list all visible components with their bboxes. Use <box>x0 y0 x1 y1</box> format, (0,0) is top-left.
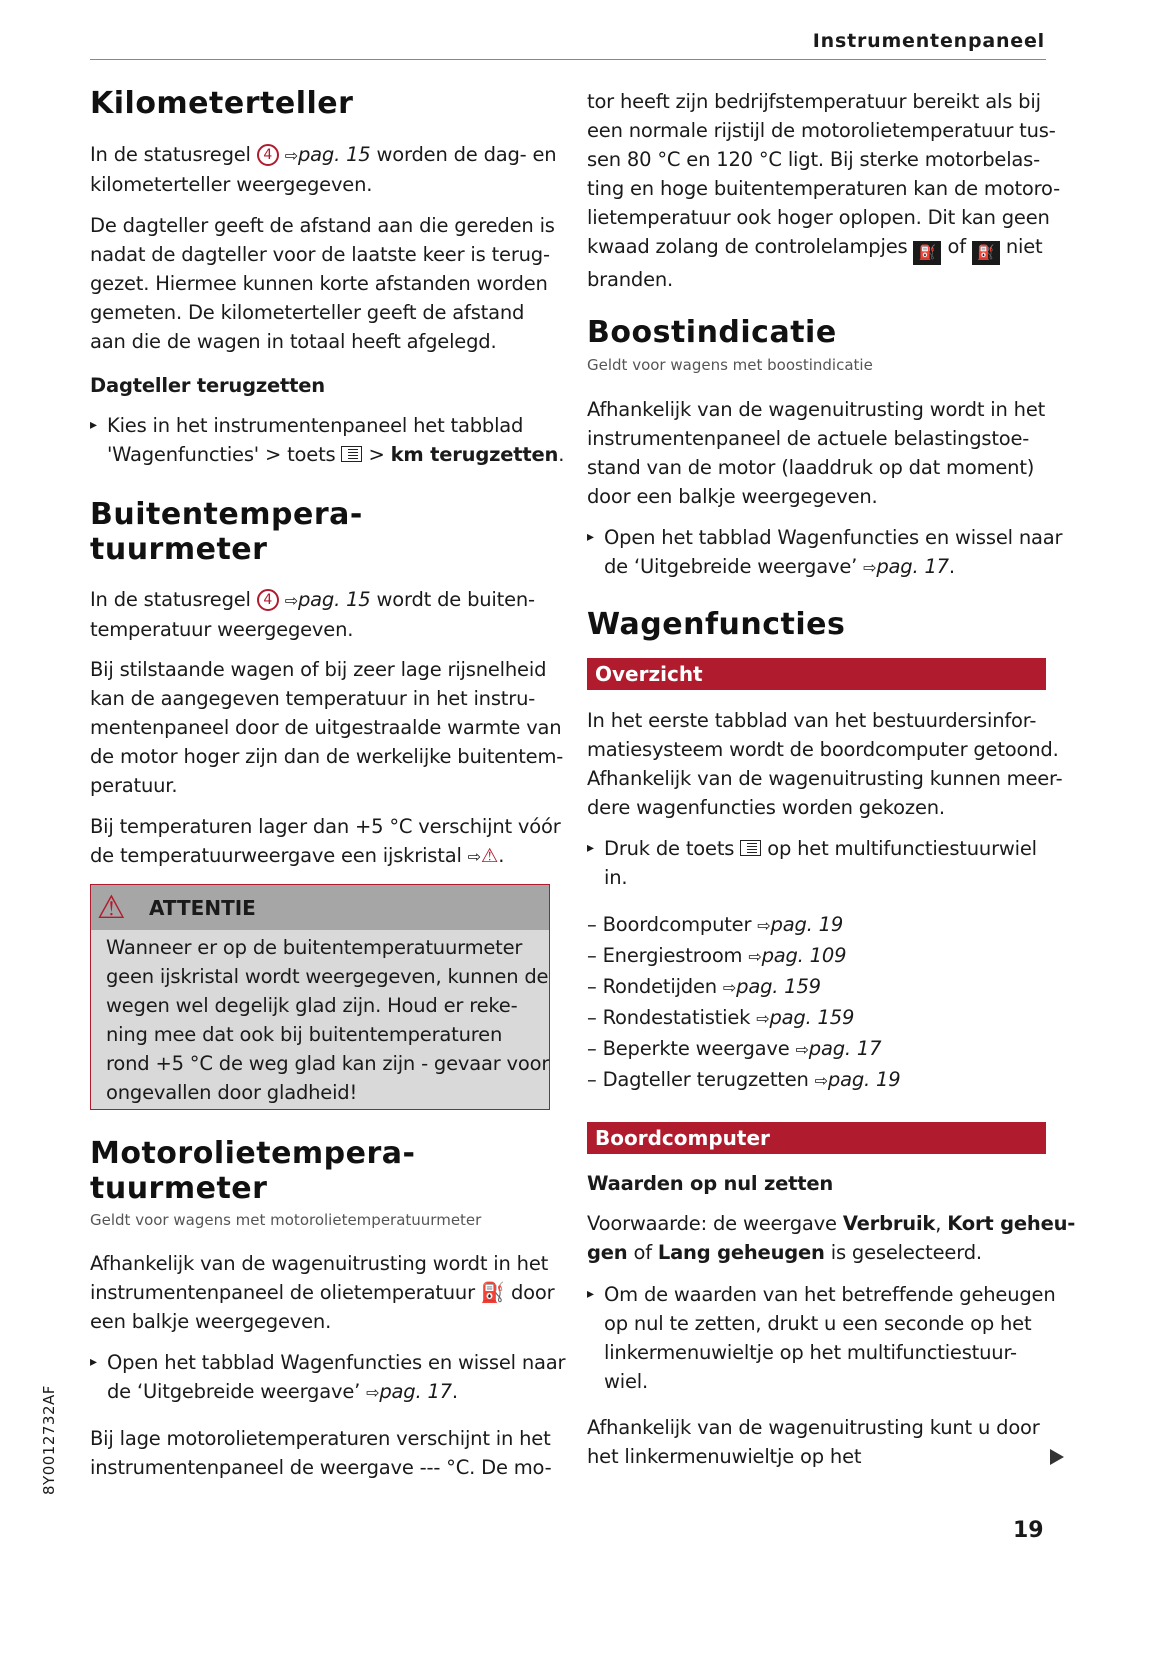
arrow-ref-icon: ⇨ <box>284 146 298 165</box>
subheading: Dagteller terugzetten <box>90 374 325 397</box>
paragraph <box>90 812 561 871</box>
paragraph: Bij lage motorolietemperaturen verschijnt in het instrumentenpaneel de weergave --- °C. De mo- <box>90 1427 552 1479</box>
paragraph <box>90 1249 554 1336</box>
page-ref-link[interactable]: pag. 17 <box>379 1380 452 1403</box>
arrow-ref-icon: ⇨ <box>366 1383 380 1402</box>
text: In de statusregel <box>90 143 257 166</box>
heading-boostindicatie: Boostindicatie <box>587 315 837 350</box>
text: Bij temperaturen lager dan +5 °C verschijnt vóór de temperatuurweergave een ijskristal <box>90 815 561 867</box>
paragraph <box>587 1209 1075 1267</box>
text: Boordcomputer <box>602 913 758 936</box>
list-item[interactable]: – Rondestatistiek ⇨pag. 159 <box>587 1006 855 1029</box>
page-ref-link[interactable]: pag. 159 <box>736 975 821 998</box>
text: Lang geheugen <box>657 1241 825 1264</box>
subheading: Waarden op nul zetten <box>587 1172 834 1195</box>
arrow-ref-icon: ⇨ <box>795 1040 809 1059</box>
page-ref-link[interactable]: pag. 19 <box>770 913 844 936</box>
warning-triangle-icon: ⚠ <box>97 888 126 926</box>
applicability-note: Geldt voor wagens met motorolietemperatuurmeter <box>90 1211 482 1229</box>
page-ref-link[interactable]: pag. 17 <box>808 1037 882 1060</box>
paragraph <box>90 585 535 644</box>
text: Kort geheu- gen <box>587 1212 1076 1264</box>
applicability-note: Geldt voor wagens met boostindicatie <box>587 356 873 374</box>
paragraph <box>587 87 1060 294</box>
text: Energiestroom <box>602 944 749 967</box>
list-item[interactable]: – Rondetijden ⇨pag. 159 <box>587 975 821 998</box>
text: . <box>948 555 955 578</box>
page-ref-link[interactable]: pag. 15 <box>298 588 371 611</box>
menu-button-icon <box>341 446 362 462</box>
text: is geselecteerd. <box>824 1241 982 1264</box>
text: of <box>941 235 972 258</box>
text: worden de dag- en kilometerteller weergegeven. <box>90 143 557 196</box>
text: op het multifunctiestuurwiel in. <box>604 837 1037 889</box>
text: In de statusregel <box>90 588 257 611</box>
heading-motorolietemperatuurmeter: Motorolietempera- tuurmeter <box>90 1136 416 1206</box>
page-ref-link[interactable]: pag. 109 <box>761 944 847 967</box>
instruction-bullet <box>587 834 1037 892</box>
continue-arrow-icon <box>1050 1449 1064 1465</box>
text: . <box>558 443 565 466</box>
warning-header <box>91 885 549 930</box>
text: Kies in het instrumentenpaneel het tabblad 'Wagenfuncties' > toets <box>107 414 524 466</box>
list-item[interactable]: – Boordcomputer ⇨pag. 19 <box>587 913 844 936</box>
text: Rondestatistiek <box>602 1006 757 1029</box>
page-ref-link[interactable]: pag. 19 <box>827 1068 901 1091</box>
arrow-ref-icon: ⇨ <box>722 978 737 997</box>
paragraph: Afhankelijk van de wagenuitrusting kunt u door het linkermenuwieltje op het <box>587 1416 1040 1468</box>
text: Voorwaarde: de weergave <box>587 1212 843 1235</box>
oil-level-warning-yellow-icon: ⛽ <box>972 241 1000 265</box>
text: Open het tabblad Wagenfuncties en wissel naar de ‘Uitgebreide weergave’ <box>107 1351 566 1403</box>
heading-buitentemperatuurmeter: Buitentempera- tuurmeter <box>90 497 363 567</box>
text: of <box>627 1241 658 1264</box>
instruction-bullet <box>587 523 1062 582</box>
text: Rondetijden <box>602 975 723 998</box>
warning-title: ATTENTIE <box>149 896 256 920</box>
paragraph <box>90 140 556 199</box>
warning-box <box>90 884 550 1110</box>
page-number: 19 <box>1013 1518 1044 1543</box>
running-header: Instrumentenpaneel <box>812 30 1045 52</box>
arrow-ref-icon: ⇨ <box>863 558 877 577</box>
arrow-ref-icon: ⇨ <box>748 947 762 966</box>
paragraph: De dagteller geeft de afstand aan die gereden is nadat de dagteller voor de laatste keer is terug- gezet. Hiermee kunnen korte afstanden worden gemeten. De kilometerteller geeft de afstand aan die de wagen in totaal heeft afgelegd. <box>90 214 555 353</box>
list-item[interactable]: – Dagteller terugzetten ⇨pag. 19 <box>587 1068 901 1091</box>
callout-number: 4 <box>257 144 279 166</box>
section-bar-boordcomputer: Boordcomputer <box>587 1122 1046 1154</box>
page-ref-link[interactable]: pag. 159 <box>769 1006 855 1029</box>
text: , <box>935 1212 948 1235</box>
text: km terugzetten <box>390 443 559 466</box>
document-code: 8Y0012732AF <box>40 1385 58 1495</box>
heading-kilometerteller: Kilometerteller <box>90 86 354 121</box>
arrow-ref-icon: ⇨ <box>757 916 771 935</box>
text: wordt de buiten- temperatuur weergegeven. <box>90 588 535 641</box>
arrow-ref-icon: ⇨ <box>467 847 481 866</box>
warning-triangle-icon[interactable]: ⚠ <box>480 844 499 867</box>
header-rule <box>90 59 1046 60</box>
warning-text: Wanneer er op de buitentemperatuurmeter geen ijskristal wordt weergegeven, kunnen de wegen wel degelijk glad zijn. Houd er reke- ning mee dat ook bij buitentemperaturen rond +5 °C de weg glad kan zijn - gevaar voor ongevallen door gladheid! <box>106 936 550 1104</box>
page-ref-link[interactable]: pag. 15 <box>298 143 371 166</box>
text: . <box>451 1380 458 1403</box>
text: Druk de toets <box>604 837 741 860</box>
heading-wagenfuncties: Wagenfuncties <box>587 607 846 642</box>
paragraph: In het eerste tabblad van het bestuurdersinfor- matiesysteem wordt de boordcomputer getoond. Afhankelijk van de wagenuitrusting kunnen meer- dere wagenfuncties worden gekozen. <box>587 709 1063 819</box>
oil-temperature-icon: ⛽ <box>480 1281 505 1304</box>
text: Beperkte weergave <box>602 1037 796 1060</box>
callout-number: 4 <box>257 589 279 611</box>
instruction-bullet <box>90 1348 565 1407</box>
text: > <box>362 443 391 466</box>
list-item[interactable]: – Energiestroom ⇨pag. 109 <box>587 944 847 967</box>
list-item[interactable]: – Beperkte weergave ⇨pag. 17 <box>587 1037 882 1060</box>
arrow-ref-icon: ⇨ <box>814 1071 828 1090</box>
paragraph: Bij stilstaande wagen of bij zeer lage rijsnelheid kan de aangegeven temperatuur in het instru- mentenpaneel door de uitgestraalde warmte van de motor hoger zijn dan de werkelijke buitentem- peratuur. <box>90 658 564 797</box>
text: Open het tabblad Wagenfuncties en wissel naar de ‘Uitgebreide weergave’ <box>604 526 1063 578</box>
menu-button-icon <box>740 840 761 856</box>
text: . <box>498 844 505 867</box>
text: Afhankelijk van de wagenuitrusting wordt in het instrumentenpaneel de olietemperatuur <box>90 1252 549 1304</box>
instruction-bullet <box>90 411 564 469</box>
paragraph: Afhankelijk van de wagenuitrusting wordt in het instrumentenpaneel de actuele belastingstoe- stand van de motor (laaddruk op dat moment) door een balkje weergegeven. <box>587 398 1046 508</box>
section-bar-overzicht: Overzicht <box>587 658 1046 690</box>
function-list <box>587 910 900 1096</box>
arrow-ref-icon: ⇨ <box>756 1009 770 1028</box>
text: tor heeft zijn bedrijfstemperatuur bereikt als bij een normale rijstijl de motorolietemperatuur tus- sen 80 °C en 120 °C ligt. Bij sterke motorbelas- ting en hoge buitentemperaturen kan de motoro- lietemperatuur ook hoger oplopen. Dit kan geen kwaad zolang de controlelampjes <box>587 90 1060 258</box>
text: Dagteller terugzetten <box>602 1068 815 1091</box>
instruction-bullet: ▸ Om de waarden van het betreffende geheugen op nul te zetten, drukt u een seconde op het linkermenuwieltje op het multifunctiestuur- wiel. <box>587 1280 1056 1396</box>
arrow-ref-icon: ⇨ <box>284 591 298 610</box>
text: niet branden. <box>587 235 1043 291</box>
text: door een balkje weergegeven. <box>90 1281 555 1333</box>
page-ref-link[interactable]: pag. 17 <box>876 555 949 578</box>
oil-pressure-warning-red-icon: ⛽ <box>913 241 941 265</box>
text: Verbruik <box>842 1212 936 1235</box>
